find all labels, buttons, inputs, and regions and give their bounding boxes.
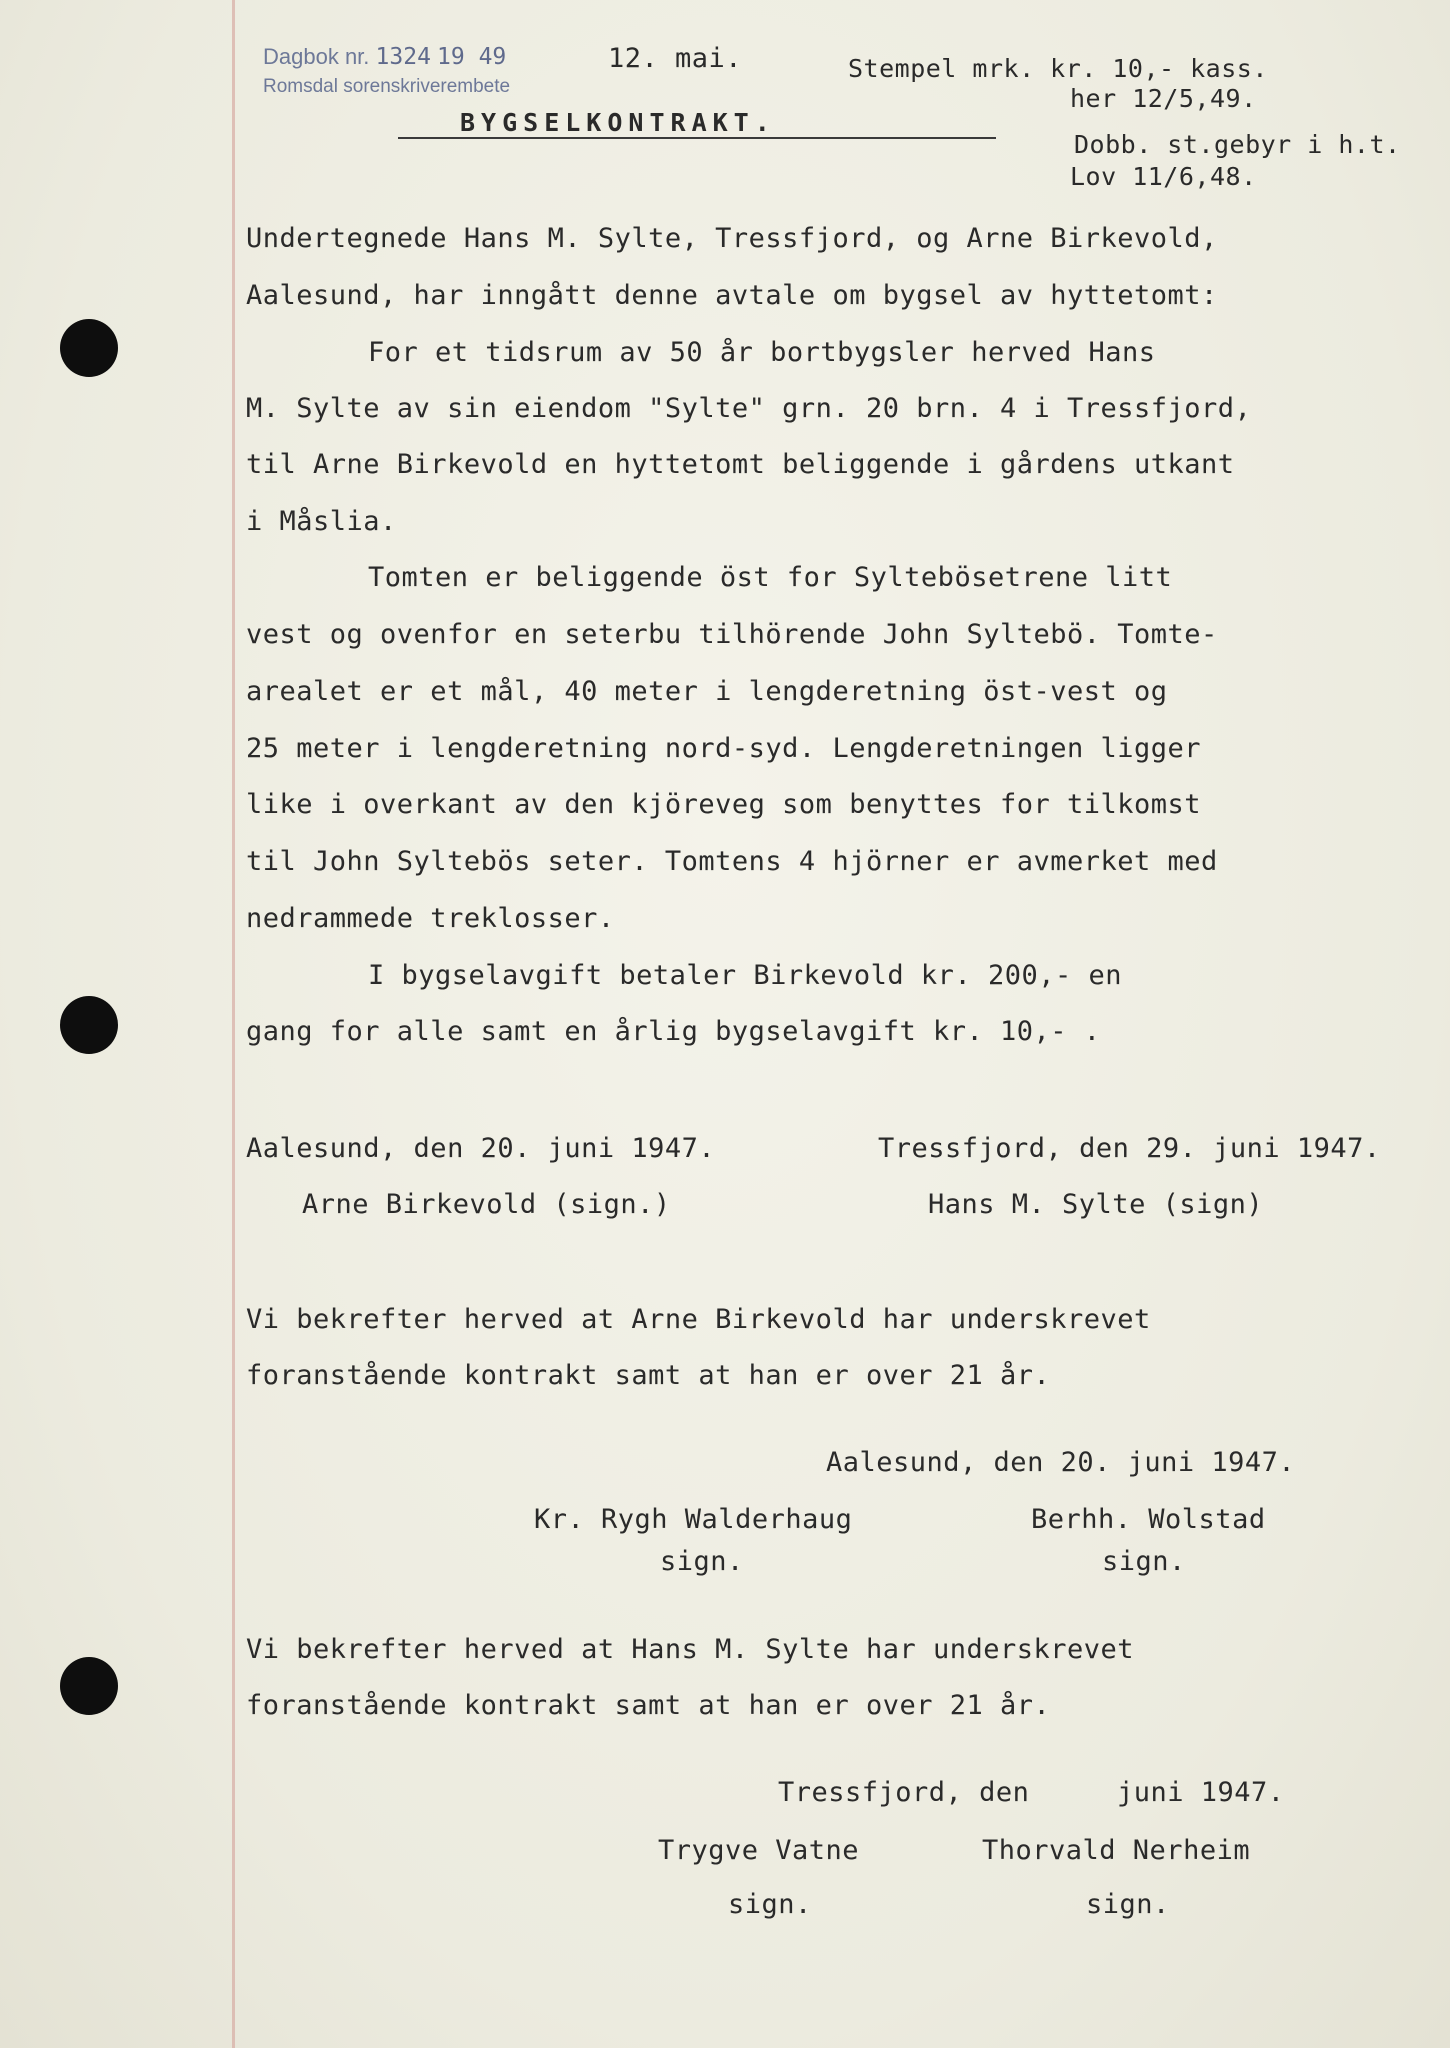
- header-date: 12. mai.: [608, 43, 743, 74]
- registry-stamp: [263, 44, 506, 70]
- confirmation-line: Vi bekrefter herved at Hans M. Sylte har underskrevet: [246, 1634, 1135, 1665]
- stamp-fee-note: her 12/5,49.: [1070, 84, 1257, 113]
- witness-sign: sign.: [1102, 1546, 1186, 1577]
- confirmation-line: foranstående kontrakt samt at han er over 21 år.: [246, 1690, 1051, 1721]
- title-underline: [398, 137, 996, 139]
- body-line: M. Sylte av sin eiendom "Sylte" grn. 20 brn. 4 i Tressfjord,: [246, 393, 1252, 424]
- body-line: nedrammede treklosser.: [246, 903, 615, 934]
- body-line: arealet er et mål, 40 meter i lengderetning öst-vest og: [246, 676, 1168, 707]
- witness-name: Berhh. Wolstad: [1031, 1504, 1266, 1535]
- signature-place-date: Tressfjord, den 29. juni 1947.: [878, 1133, 1381, 1164]
- signature-name: Arne Birkevold (sign.): [302, 1189, 671, 1220]
- body-line: Aalesund, har inngått denne avtale om bygsel av hyttetomt:: [246, 280, 1218, 311]
- confirmation-date: juni 1947.: [1117, 1777, 1285, 1808]
- body-line: like i overkant av den kjöreveg som benyttes for tilkomst: [246, 789, 1202, 820]
- witness-name: Thorvald Nerheim: [982, 1835, 1251, 1866]
- stamp-year: 19 49: [437, 44, 507, 70]
- margin-rule: [232, 0, 235, 2048]
- body-line: i Måslia.: [246, 506, 397, 537]
- witness-sign: sign.: [1086, 1889, 1170, 1920]
- body-line: I bygselavgift betaler Birkevold kr. 200,- en: [368, 960, 1122, 991]
- document-title: BYGSELKONTRAKT.: [460, 108, 776, 137]
- body-line: For et tidsrum av 50 år bortbygsler herved Hans: [368, 337, 1156, 368]
- witness-sign: sign.: [660, 1546, 744, 1577]
- stamp-fee-note: Stempel mrk. kr. 10,- kass.: [848, 54, 1268, 83]
- confirmation-line: Vi bekrefter herved at Arne Birkevold har underskrevet: [246, 1304, 1151, 1335]
- stamp-office: Romsdal sorenskriverembete: [263, 76, 511, 97]
- confirmation-place-date: Aalesund, den 20. juni 1947.: [826, 1447, 1296, 1478]
- stamp-fee-note: Dobb. st.gebyr i h.t.: [1074, 130, 1401, 159]
- body-line: til Arne Birkevold en hyttetomt beliggende i gårdens utkant: [246, 449, 1235, 480]
- punch-hole: [60, 996, 118, 1054]
- stamp-number: 1324: [375, 44, 431, 70]
- body-line: til John Syltebös seter. Tomtens 4 hjörner er avmerket med: [246, 846, 1218, 877]
- body-line: Undertegnede Hans M. Sylte, Tressfjord, og Arne Birkevold,: [246, 223, 1218, 254]
- confirmation-line: foranstående kontrakt samt at han er over 21 år.: [246, 1360, 1051, 1391]
- body-line: gang for alle samt en årlig bygselavgift kr. 10,- .: [246, 1016, 1101, 1047]
- witness-name: Trygve Vatne: [658, 1835, 860, 1866]
- signature-name: Hans M. Sylte (sign): [928, 1189, 1264, 1220]
- body-line: Tomten er beliggende öst for Syltebösetrene litt: [368, 562, 1173, 593]
- punch-hole: [60, 1657, 118, 1715]
- body-line: vest og ovenfor en seterbu tilhörende John Syltebö. Tomte-: [246, 619, 1218, 650]
- witness-sign: sign.: [728, 1889, 812, 1920]
- body-line: 25 meter i lengderetning nord-syd. Lengderetningen ligger: [246, 733, 1202, 764]
- stamp-prefix: Dagbok nr.: [263, 44, 370, 69]
- signature-place-date: Aalesund, den 20. juni 1947.: [246, 1133, 716, 1164]
- stamp-fee-note: Lov 11/6,48.: [1070, 162, 1257, 191]
- punch-hole: [60, 319, 118, 377]
- witness-name: Kr. Rygh Walderhaug: [534, 1504, 853, 1535]
- confirmation-place: Tressfjord, den: [778, 1777, 1030, 1808]
